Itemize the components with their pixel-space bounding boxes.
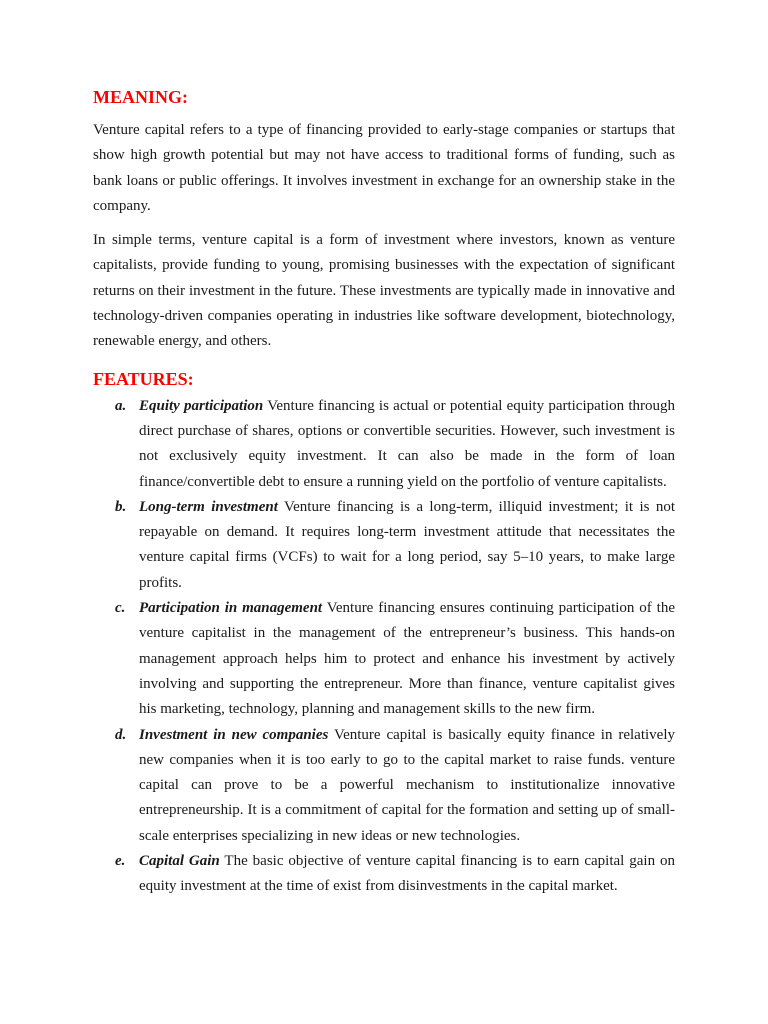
feature-letter: b. xyxy=(115,498,127,515)
feature-text: Venture capital is basically equity finance in relatively new companies when it is too early to go to the capital market to raise funds. venture capital can prove to be a powerful mechanism to institutionalize innovative entrepreneurship. It is a commitment of capital for the formation and setting up of small-scale enterprises specializing in new ideas or new technologies. xyxy=(139,726,675,844)
feature-letter: c. xyxy=(115,600,126,617)
feature-item-capital-gain xyxy=(93,849,675,900)
feature-item-equity-participation xyxy=(93,394,675,495)
features-heading: FEATURES: xyxy=(93,368,194,389)
feature-text: Venture financing is a long-term, illiquid investment; it is not repayable on demand. It requires long-term investment attitude that necessitates the venture capital firms (VCFs) to wait for a long period, say 5–10 years, to make large profits. xyxy=(139,498,676,591)
feature-text: The basic objective of venture capital financing is to earn capital gain on equity investment at the time of exist from disinvestments in the capital market. xyxy=(139,853,675,895)
feature-item-participation-in-management xyxy=(93,596,675,722)
feature-title: Long-term investment xyxy=(139,498,278,515)
feature-item-long-term-investment xyxy=(93,495,675,596)
meaning-paragraph-1: Venture capital refers to a type of financing provided to early-stage companies or startups that show high growth potential but may not have access to traditional forms of funding, such as bank loans or public offerings. It involves investment in exchange for an ownership stake in the company. xyxy=(93,122,675,214)
feature-title: Investment in new companies xyxy=(139,726,329,743)
feature-text: Venture financing ensures continuing participation of the venture capitalist in the management of the entrepreneur’s business. This hands-on management approach helps him to protect and enhance his investment by actively involving and supporting the entrepreneur. More than finance, venture capitalist gives his marketing, technology, planning and management skills to the new firm. xyxy=(139,600,675,718)
feature-letter: e. xyxy=(115,853,126,870)
feature-letter: a. xyxy=(115,397,127,414)
meaning-paragraph-2: In simple terms, venture capital is a form of investment where investors, known as venture capitalists, provide funding to young, promising businesses with the expectation of significant returns on their investment in the future. These investments are typically made in innovative and technology-driven companies operating in industries like software development, biotechnology, renewable energy, and others. xyxy=(93,232,675,350)
feature-text: Venture financing is actual or potential equity participation through direct purchase of shares, options or convertible securities. However, such investment is not exclusively equity investment. It can also be made in the form of loan finance/convertible debt to ensure a running yield on the portfolio of venture capitalists. xyxy=(139,397,676,490)
feature-item-investment-in-new-companies xyxy=(93,723,675,849)
feature-title: Capital Gain xyxy=(139,853,220,870)
features-list xyxy=(93,394,675,900)
feature-letter: d. xyxy=(115,726,127,743)
meaning-heading: MEANING: xyxy=(93,87,188,107)
feature-title: Equity participation xyxy=(139,397,264,414)
feature-title: Participation in management xyxy=(139,600,323,617)
